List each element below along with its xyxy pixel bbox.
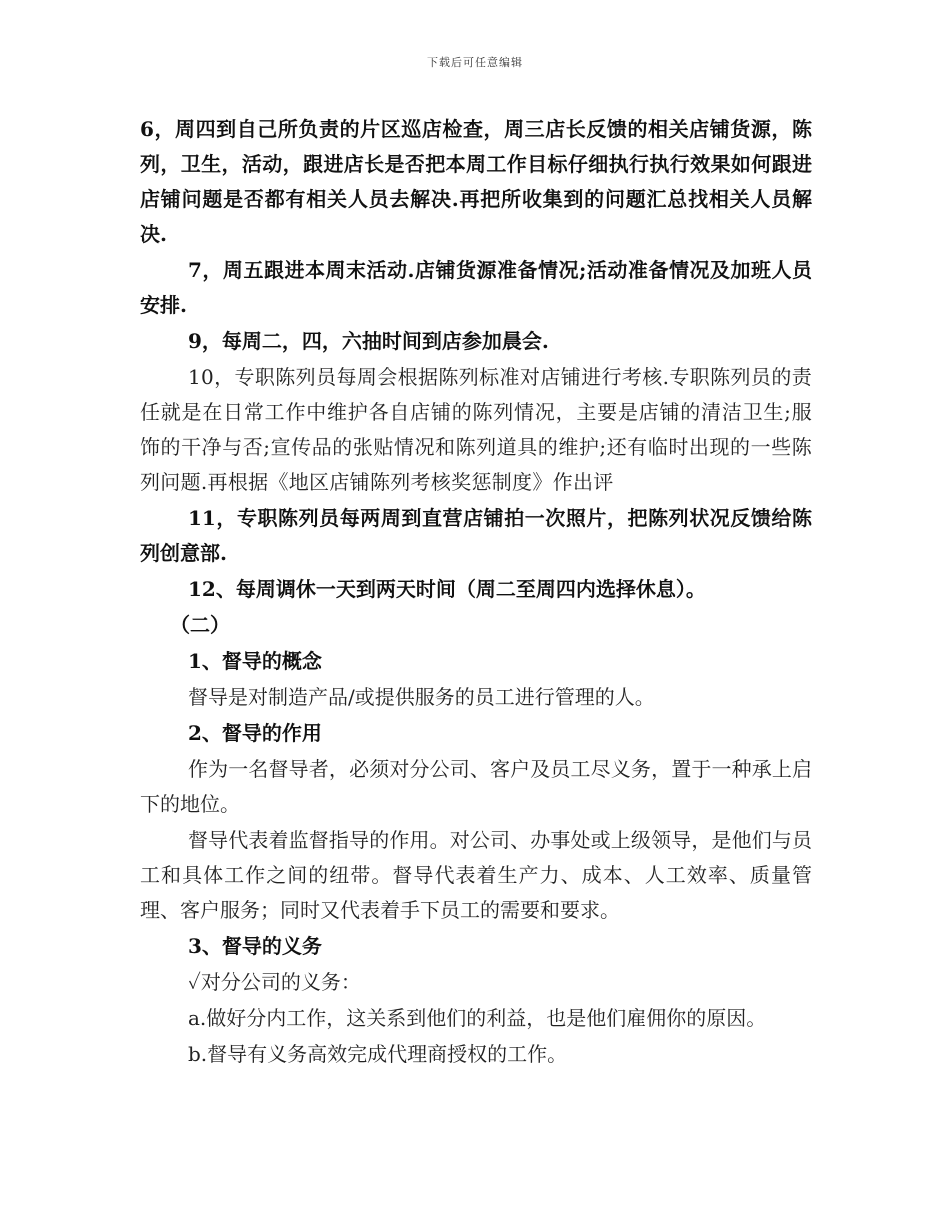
paragraph-item-12: 12、每周调休一天到两天时间（周二至周四内选择休息）。 <box>188 577 706 601</box>
paragraph-role-1: 作为一名督导者，必须对分公司、客户及员工尽义务，置于一种承上启下的地位。 <box>140 757 812 816</box>
list-item-a: a.做好分内工作，这关系到他们的利益，也是他们雇佣你的原因。 <box>188 1006 767 1030</box>
paragraph-item-6: 6，周四到自己所负责的片区巡店检查，周三店长反馈的相关店铺货源，陈列，卫生，活动，跟进店长是否把本周工作目标仔细执行执行效果如何跟进店铺问题是否都有相关人员去解决.再把所收集到的问题汇总找相关人员解决. <box>140 117 812 246</box>
section-heading-2: （二） <box>170 613 230 637</box>
heading-concept: 1、督导的概念 <box>188 649 322 673</box>
page-header: 下载后可任意编辑 <box>427 56 523 69</box>
paragraph-item-11: 11，专职陈列员每两周到直营店铺拍一次照片，把陈列状况反馈给陈列创意部. <box>140 506 812 565</box>
heading-duty: 3、督导的义务 <box>188 934 322 958</box>
paragraph-item-9: 9，每周二，四，六抽时间到店参加晨会. <box>188 329 549 353</box>
paragraph-role-2: 督导代表着监督指导的作用。对公司、办事处或上级领导，是他们与员工和具体工作之间的纽带。督导代表着生产力、成本、人工效率、质量管理、客户服务；同时又代表着手下员工的需要和要求。 <box>140 828 812 922</box>
list-item-b: b.督导有义务高效完成代理商授权的工作。 <box>188 1042 568 1066</box>
heading-role: 2、督导的作用 <box>188 721 322 745</box>
paragraph-item-10: 10，专职陈列员每周会根据陈列标准对店铺进行考核.专职陈列员的责任就是在日常工作中维护各自店铺的陈列情况，主要是店铺的清洁卫生;服饰的干净与否;宣传品的张贴情况和陈列道具的维护;还有临时出现的一些陈列问题.再根据《地区店铺陈列考核奖惩制度》作出评 <box>140 365 812 494</box>
checklist-item-company-duty: ✓对分公司的义务： <box>188 970 361 994</box>
document-body <box>140 112 812 1073</box>
paragraph-item-7: 7，周五跟进本周末活动.店铺货源准备情况;活动准备情况及加班人员安排. <box>140 258 812 317</box>
paragraph-concept: 督导是对制造产品/或提供服务的员工进行管理的人。 <box>188 685 655 709</box>
